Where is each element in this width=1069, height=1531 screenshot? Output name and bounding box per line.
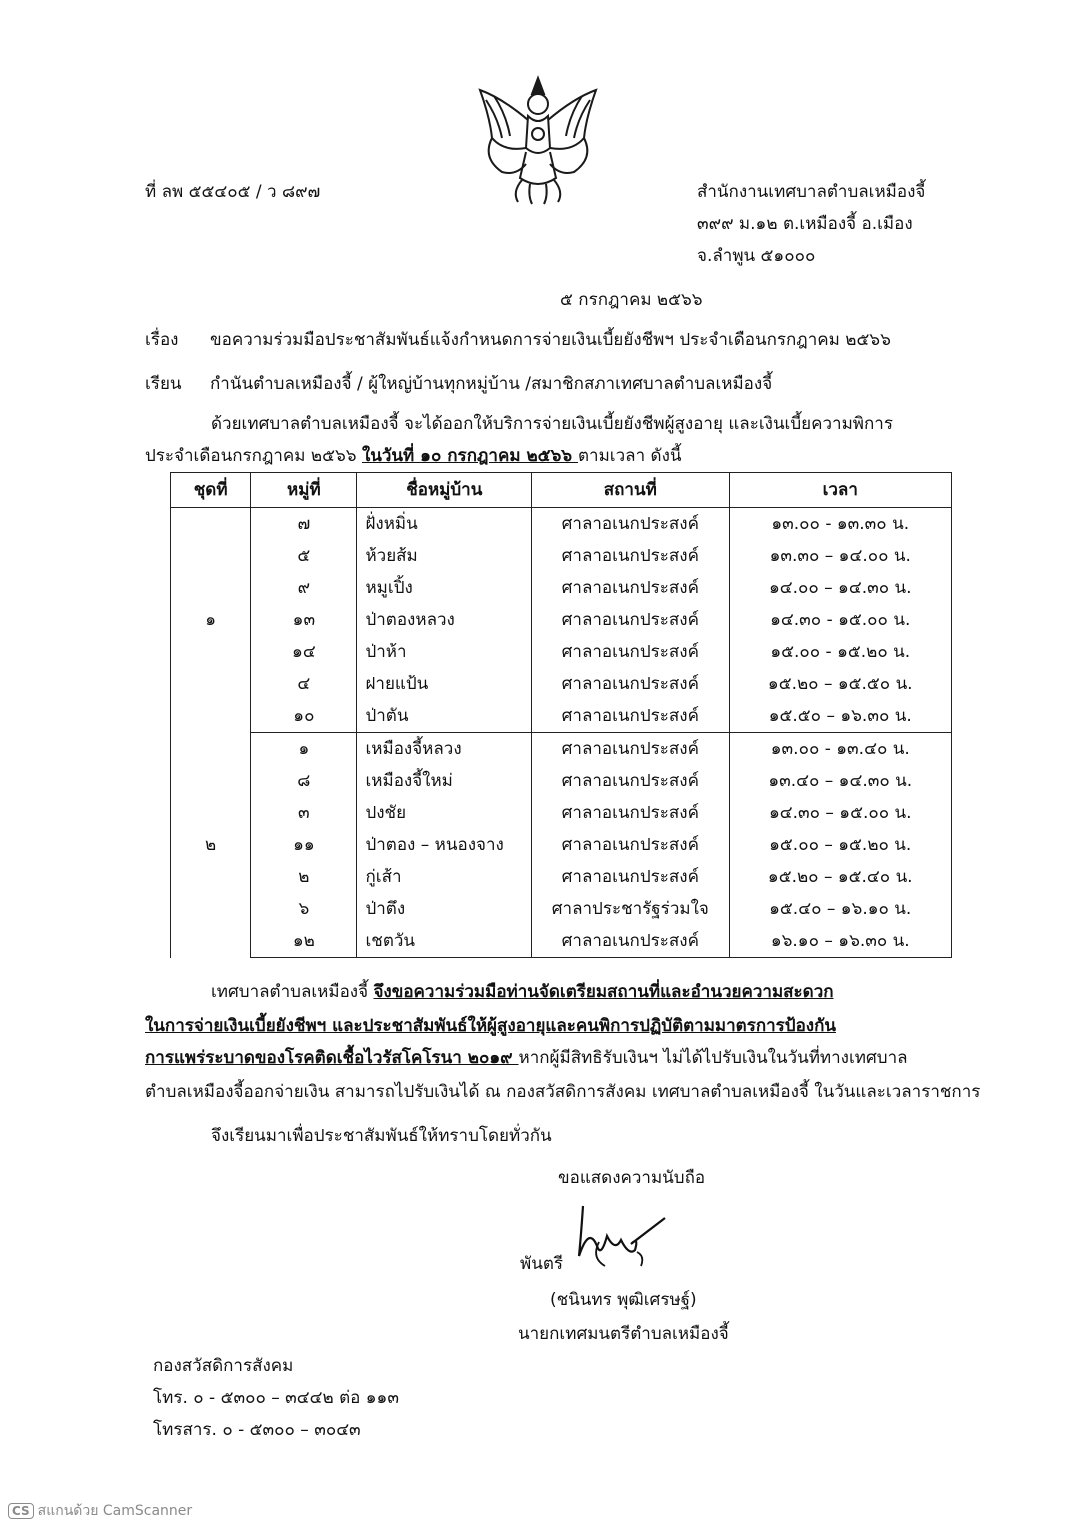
time-cell: ๑๔.๓๐ - ๑๕.๐๐ น. xyxy=(729,604,952,636)
payment-date: ในวันที่ ๑๐ กรกฎาคม ๒๕๖๖ xyxy=(361,446,579,466)
office-name: สำนักงานเทศบาลตำบลเหมืองจี้ xyxy=(697,182,926,202)
moo-number-cell: ๘ xyxy=(251,765,357,797)
table-row xyxy=(171,797,952,829)
time-cell: ๑๔.๓๐ – ๑๕.๐๐ น. xyxy=(729,797,952,829)
time-cell: ๑๓.๓๐ – ๑๔.๐๐ น. xyxy=(729,540,952,572)
header-place: สถานที่ xyxy=(532,473,729,508)
place-cell: ศาลาอเนกประสงค์ xyxy=(532,925,729,958)
village-name-cell: กู่เส้า xyxy=(357,861,532,893)
place-cell: ศาลาอเนกประสงค์ xyxy=(532,604,729,636)
subject-text: ขอความร่วมมือประชาสัมพันธ์แจ้งกำหนดการจ่ายเงินเบี้ยยังชีพฯ ประจำเดือนกรกฎาคม ๒๕๖๖ xyxy=(210,330,891,350)
time-cell: ๑๕.๐๐ – ๑๕.๒๐ น. xyxy=(729,829,952,861)
table-row xyxy=(171,636,952,668)
village-name-cell: ป่าตองหลวง xyxy=(357,604,532,636)
village-name-cell: ป่าตัน xyxy=(357,700,532,733)
camscanner-text: สแกนด้วย CamScanner xyxy=(37,1503,193,1519)
table-row xyxy=(171,733,952,766)
signature xyxy=(545,1196,675,1286)
recipient-text: กำนันตำบลเหมืองจี้ / ผู้ใหญ่บ้านทุกหมู่บ้าน /สมาชิกสภาเทศบาลตำบลเหมืองจี้ xyxy=(210,374,773,394)
signer-rank: พันตรี xyxy=(520,1254,563,1274)
table-row xyxy=(171,765,952,797)
set-number-cell: ๑ xyxy=(171,508,251,733)
table-row xyxy=(171,572,952,604)
place-cell: ศาลาอเนกประสงค์ xyxy=(532,508,729,541)
payment-schedule-table xyxy=(170,472,952,958)
village-name-cell: หมูเปิ้ง xyxy=(357,572,532,604)
time-cell: ๑๕.๒๐ – ๑๕.๕๐ น. xyxy=(729,668,952,700)
time-cell: ๑๕.๐๐ - ๑๕.๒๐ น. xyxy=(729,636,952,668)
village-name-cell: เหมืองจี้ใหม่ xyxy=(357,765,532,797)
closing-line: จึงเรียนมาเพื่อประชาสัมพันธ์ให้ทราบโดยทั่วกัน xyxy=(211,1126,552,1146)
header-moo: หมู่ที่ xyxy=(251,473,357,508)
garuda-emblem xyxy=(472,68,604,208)
department: กองสวัสดิการสังคม xyxy=(153,1356,294,1376)
time-cell: ๑๔.๐๐ – ๑๔.๓๐ น. xyxy=(729,572,952,604)
moo-number-cell: ๔ xyxy=(251,668,357,700)
table-row xyxy=(171,700,952,733)
moo-number-cell: ๒ xyxy=(251,861,357,893)
place-cell: ศาลาอเนกประสงค์ xyxy=(532,829,729,861)
time-cell: ๑๕.๕๐ – ๑๖.๓๐ น. xyxy=(729,700,952,733)
place-cell: ศาลาอเนกประสงค์ xyxy=(532,572,729,604)
closing-respect: ขอแสดงความนับถือ xyxy=(558,1168,706,1188)
place-cell: ศาลาประชารัฐร่วมใจ xyxy=(532,893,729,925)
village-name-cell: ห้วยส้ม xyxy=(357,540,532,572)
time-cell: ๑๕.๒๐ – ๑๕.๔๐ น. xyxy=(729,861,952,893)
time-cell: ๑๓.๔๐ – ๑๔.๓๐ น. xyxy=(729,765,952,797)
place-cell: ศาลาอเนกประสงค์ xyxy=(532,540,729,572)
intro-line-2-end: ตามเวลา ดังนี้ xyxy=(578,446,682,466)
set-number-cell: ๒ xyxy=(171,733,251,958)
table-row xyxy=(171,829,952,861)
moo-number-cell: ๑๑ xyxy=(251,829,357,861)
moo-number-cell: ๖ xyxy=(251,893,357,925)
table-row xyxy=(171,540,952,572)
moo-number-cell: ๑๒ xyxy=(251,925,357,958)
village-name-cell: ป่าตึง xyxy=(357,893,532,925)
camscanner-logo-icon: CS xyxy=(8,1503,34,1519)
moo-number-cell: ๑๓ xyxy=(251,604,357,636)
telephone: โทร. ๐ - ๕๓๐๐ – ๓๔๔๒ ต่อ ๑๑๓ xyxy=(153,1388,399,1408)
place-cell: ศาลาอเนกประสงค์ xyxy=(532,797,729,829)
place-cell: ศาลาอเนกประสงค์ xyxy=(532,765,729,797)
body-line-4: ตำบลเหมืองจี้ออกจ่ายเงิน สามารถไปรับเงินได้ ณ กองสวัสดิการสังคม เทศบาลตำบลเหมืองจี้ ในวันและเวลาราชการ xyxy=(145,1082,981,1102)
table-row xyxy=(171,861,952,893)
body-line-1 xyxy=(211,978,834,1005)
moo-number-cell: ๕ xyxy=(251,540,357,572)
moo-number-cell: ๗ xyxy=(251,508,357,541)
moo-number-cell: ๙ xyxy=(251,572,357,604)
village-name-cell: ปงชัย xyxy=(357,797,532,829)
header-time: เวลา xyxy=(729,473,952,508)
moo-number-cell: ๓ xyxy=(251,797,357,829)
place-cell: ศาลาอเนกประสงค์ xyxy=(532,668,729,700)
header-village: ชื่อหมู่บ้าน xyxy=(357,473,532,508)
recipient-label: เรียน xyxy=(145,374,182,394)
header-set: ชุดที่ xyxy=(171,473,251,508)
village-name-cell: เชตวัน xyxy=(357,925,532,958)
time-cell: ๑๖.๑๐ – ๑๖.๓๐ น. xyxy=(729,925,952,958)
body-line-1-emphasis: จึงขอความร่วมมือท่านจัดเตรียมสถานที่และอำนวยความสะดวก xyxy=(373,982,834,1002)
table-row xyxy=(171,668,952,700)
village-name-cell: ฝั่งหมิ่น xyxy=(357,508,532,541)
letter-date: ๕ กรกฎาคม ๒๕๖๖ xyxy=(560,290,703,310)
place-cell: ศาลาอเนกประสงค์ xyxy=(532,733,729,766)
intro-line-1: ด้วยเทศบาลตำบลเหมืองจี้ จะได้ออกให้บริการจ่ายเงินเบี้ยยังชีพผู้สูงอายุ และเงินเบี้ยความพิการ xyxy=(211,414,893,434)
body-line-1-start: เทศบาลตำบลเหมืองจี้ xyxy=(211,982,374,1002)
village-name-cell: ป่าตอง – หนองจาง xyxy=(357,829,532,861)
body-line-2: ในการจ่ายเงินเบี้ยยังชีพฯ และประชาสัมพันธ์ให้ผู้สูงอายุและคนพิการปฏิบัติตามมาตรการป้องกัน xyxy=(145,1016,837,1036)
place-cell: ศาลาอเนกประสงค์ xyxy=(532,636,729,668)
table-header-row xyxy=(171,473,952,508)
moo-number-cell: ๑ xyxy=(251,733,357,766)
time-cell: ๑๓.๐๐ - ๑๓.๓๐ น. xyxy=(729,508,952,541)
table-row xyxy=(171,508,952,541)
fax: โทรสาร. ๐ - ๕๓๐๐ – ๓๐๔๓ xyxy=(153,1420,361,1440)
village-name-cell: เหมืองจี้หลวง xyxy=(357,733,532,766)
document-number: ที่ ลพ ๕๕๔๐๕ / ว ๘๙๗ xyxy=(145,182,321,202)
body-line-3-emphasis: การแพร่ระบาดของโรคติดเชื้อไวรัสโคโรนา ๒๐๑๙ xyxy=(145,1048,519,1068)
moo-number-cell: ๑๔ xyxy=(251,636,357,668)
time-cell: ๑๓.๐๐ - ๑๓.๔๐ น. xyxy=(729,733,952,766)
table-row xyxy=(171,925,952,958)
moo-number-cell: ๑๐ xyxy=(251,700,357,733)
village-name-cell: ป่าห้า xyxy=(357,636,532,668)
signer-position: นายกเทศมนตรีตำบลเหมืองจี้ xyxy=(518,1324,729,1344)
village-name-cell: ฝายแป้น xyxy=(357,668,532,700)
table-body xyxy=(171,508,952,958)
intro-line-2 xyxy=(145,442,682,469)
signer-name: (ชนินทร พุฒิเศรษฐ์) xyxy=(550,1290,697,1310)
body-line-3 xyxy=(145,1044,908,1071)
table-row xyxy=(171,604,952,636)
table-row xyxy=(171,893,952,925)
camscanner-watermark xyxy=(8,1500,192,1522)
office-address: ๓๙๙ ม.๑๒ ต.เหมืองจี้ อ.เมือง xyxy=(697,214,913,234)
intro-line-2-start: ประจำเดือนกรกฎาคม ๒๕๖๖ xyxy=(145,446,362,466)
place-cell: ศาลาอเนกประสงค์ xyxy=(532,861,729,893)
office-province: จ.ลำพูน ๕๑๐๐๐ xyxy=(697,246,816,266)
time-cell: ๑๕.๔๐ – ๑๖.๑๐ น. xyxy=(729,893,952,925)
body-line-3-end: หากผู้มีสิทธิรับเงินฯ ไม่ได้ไปรับเงินในวันที่ทางเทศบาล xyxy=(518,1048,908,1068)
subject-label: เรื่อง xyxy=(145,330,179,350)
place-cell: ศาลาอเนกประสงค์ xyxy=(532,700,729,733)
